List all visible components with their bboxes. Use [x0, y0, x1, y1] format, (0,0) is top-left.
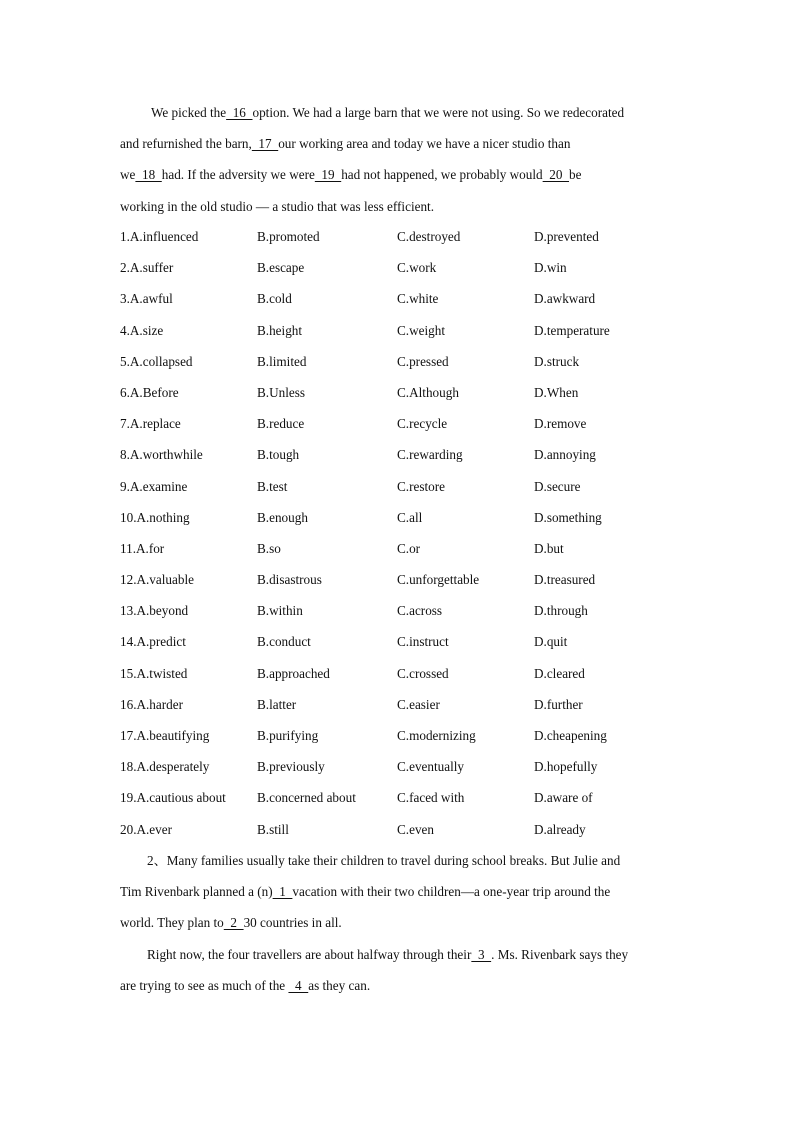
option-c: C.weight: [397, 322, 445, 338]
option-a: 18.A.desperately: [120, 759, 210, 775]
option-b: B.still: [257, 821, 289, 837]
option-a: 1.A.influenced: [120, 229, 199, 244]
passage-2: [120, 845, 675, 1001]
option-b: B.Unless: [257, 384, 305, 400]
passage-text: had not happened, we probably would: [341, 167, 543, 183]
option-a: 15.A.twisted: [120, 665, 188, 681]
passage-text: we: [120, 167, 136, 183]
option-d: D.secure: [534, 478, 581, 494]
option-row: [120, 658, 680, 689]
option-c: C.work: [397, 260, 437, 276]
option-b: B.conduct: [257, 634, 311, 650]
option-c: C.restore: [397, 478, 445, 494]
option-b: B.height: [257, 322, 303, 338]
option-d: D.struck: [534, 353, 580, 369]
option-c: C.all: [397, 509, 423, 525]
option-row: [120, 439, 680, 470]
option-b: B.purifying: [257, 728, 319, 743]
option-d: D.quit: [534, 634, 568, 650]
option-row: [120, 689, 680, 720]
option-b: B.tough: [257, 447, 300, 463]
option-a: 14.A.predict: [120, 634, 186, 650]
options-list: [120, 221, 680, 845]
option-row: [120, 346, 680, 377]
option-b: B.enough: [257, 509, 308, 525]
option-row: [120, 751, 680, 782]
option-a: 10.A.nothing: [120, 509, 190, 525]
option-d: D.remove: [534, 416, 587, 432]
option-d: D.cleared: [534, 665, 585, 681]
option-b: B.approached: [257, 665, 330, 681]
option-a: 4.A.size: [120, 322, 164, 338]
option-c: C.or: [397, 540, 421, 556]
passage-text: We picked the: [151, 105, 227, 120]
option-a: 7.A.replace: [120, 416, 181, 432]
option-a: 17.A.beautifying: [120, 728, 210, 743]
blank-2: 2: [223, 915, 244, 931]
option-d: D.through: [534, 603, 588, 619]
blank-1: 1: [272, 884, 293, 900]
option-row: [120, 408, 680, 439]
option-c: C.across: [397, 603, 443, 619]
blank-20: 20: [542, 167, 570, 183]
option-row: [120, 471, 680, 502]
option-c: C.pressed: [397, 353, 449, 369]
option-a: 11.A.for: [120, 540, 165, 556]
option-c: C.Although: [397, 384, 459, 400]
option-b: B.disastrous: [257, 572, 322, 588]
option-row: [120, 720, 680, 751]
option-c: C.destroyed: [397, 229, 461, 244]
option-row: [120, 564, 680, 595]
option-b: B.reduce: [257, 416, 305, 432]
option-row: [120, 814, 680, 845]
option-b: B.concerned about: [257, 790, 356, 806]
option-row: [120, 377, 680, 408]
blank-16: 16: [226, 105, 253, 120]
option-row: [120, 626, 680, 657]
option-d: D.treasured: [534, 572, 596, 588]
option-d: D.cheapening: [534, 728, 607, 743]
option-d: D.something: [534, 509, 602, 525]
option-a: 16.A.harder: [120, 696, 183, 712]
option-d: D.win: [534, 260, 567, 276]
option-b: B.promoted: [257, 229, 320, 244]
option-a: 8.A.worthwhile: [120, 447, 203, 463]
blank-17: 17: [251, 136, 279, 152]
option-d: D.temperature: [534, 322, 610, 338]
option-c: C.easier: [397, 696, 440, 712]
option-b: B.so: [257, 540, 281, 556]
option-row: [120, 221, 680, 252]
option-c: C.eventually: [397, 759, 465, 775]
option-a: 6.A.Before: [120, 384, 179, 400]
passage-text: had. If the adversity we were: [161, 167, 315, 183]
option-b: B.within: [257, 603, 303, 619]
option-b: B.latter: [257, 696, 297, 712]
passage-text: working in the old studio — a studio that was less efficient.: [120, 198, 435, 214]
option-d: D.awkward: [534, 291, 596, 307]
option-b: B.test: [257, 478, 288, 494]
option-c: C.rewarding: [397, 447, 463, 463]
option-c: C.modernizing: [397, 728, 476, 743]
blank-3: 3: [471, 946, 492, 962]
passage-text: Tim Rivenbark planned a (n): [120, 884, 273, 900]
option-d: D.prevented: [534, 229, 599, 244]
option-d: D.hopefully: [534, 759, 598, 775]
passage-text: are trying to see as much of the: [120, 977, 289, 993]
option-row: [120, 283, 680, 314]
option-row: [120, 315, 680, 346]
option-a: 12.A.valuable: [120, 572, 194, 588]
passage-text: be: [569, 167, 582, 183]
passage-text: Right now, the four travellers are about halfway through their: [147, 946, 472, 962]
option-d: D.aware of: [534, 790, 593, 806]
option-a: 20.A.ever: [120, 821, 172, 837]
passage-text: as they can.: [308, 977, 371, 993]
blank-18: 18: [135, 167, 162, 183]
option-a: 9.A.examine: [120, 478, 188, 494]
option-b: B.limited: [257, 353, 307, 369]
passage-text: vacation with their two children—a one-year trip around the: [292, 884, 611, 900]
option-c: C.unforgettable: [397, 572, 480, 588]
passage-text: option. We had a large barn that we were not using. So we redecorated: [252, 105, 625, 120]
option-d: D.When: [534, 384, 579, 400]
option-c: C.faced with: [397, 790, 465, 806]
option-d: D.further: [534, 696, 583, 712]
option-row: [120, 252, 680, 283]
passage-text: world. They plan to: [120, 915, 224, 931]
option-c: C.white: [397, 291, 439, 307]
passage-1: [120, 97, 675, 222]
option-c: C.recycle: [397, 416, 448, 432]
passage-text: and refurnished the barn,: [120, 136, 252, 152]
option-c: C.instruct: [397, 634, 449, 650]
blank-4: 4: [288, 977, 309, 993]
option-row: [120, 502, 680, 533]
passage-text: 30 countries in all.: [243, 915, 342, 931]
blank-19: 19: [314, 167, 342, 183]
option-c: C.crossed: [397, 665, 449, 681]
option-a: 2.A.suffer: [120, 260, 174, 276]
option-a: 5.A.collapsed: [120, 353, 193, 369]
option-a: 13.A.beyond: [120, 603, 189, 619]
option-c: C.even: [397, 821, 434, 837]
option-d: D.but: [534, 540, 564, 556]
option-b: B.cold: [257, 291, 292, 307]
passage-text: our working area and today we have a nicer studio than: [278, 136, 571, 152]
option-row: [120, 782, 680, 813]
option-b: B.previously: [257, 759, 325, 775]
option-row: [120, 595, 680, 626]
option-d: D.already: [534, 821, 586, 837]
option-b: B.escape: [257, 260, 305, 276]
passage-text: 2、Many families usually take their children to travel during school breaks. But Julie and: [147, 853, 621, 868]
option-row: [120, 533, 680, 564]
option-d: D.annoying: [534, 447, 596, 463]
passage-text: . Ms. Rivenbark says they: [491, 946, 629, 962]
option-a: 19.A.cautious about: [120, 790, 226, 806]
option-a: 3.A.awful: [120, 291, 173, 307]
